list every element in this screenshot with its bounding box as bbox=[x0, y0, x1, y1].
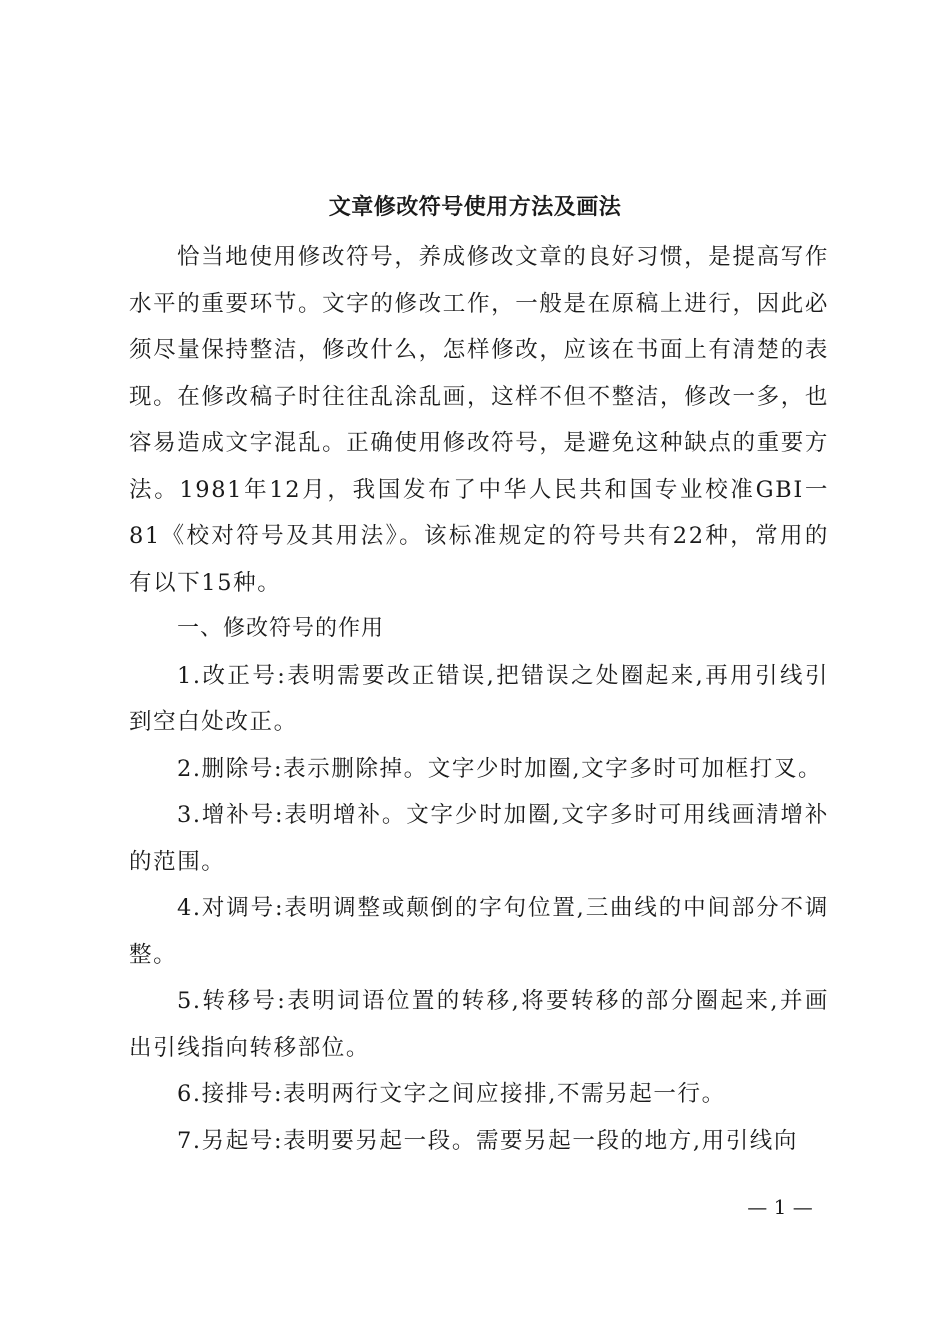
page-number: — 1 — bbox=[747, 1195, 813, 1219]
list-item: 6.接排号:表明两行文字之间应接排,不需另起一行。 bbox=[177, 1081, 726, 1107]
document-title: 文章修改符号使用方法及画法 bbox=[328, 194, 622, 220]
list-item: 1.改正号:表明需要改正错误,把错误之处圈起来,再用引线引到空白处改正。 bbox=[129, 662, 829, 735]
list-item: 2.删除号:表示删除掉。文字少时加圈,文字多时可加框打叉。 bbox=[177, 755, 823, 782]
document-body bbox=[129, 234, 829, 1164]
list-item: 4.对调号:表明调整或颠倒的字句位置,三曲线的中间部分不调整。 bbox=[129, 895, 829, 968]
list-item: 7.另起号:表明要另起一段。需要另起一段的地方,用引线向 bbox=[177, 1127, 799, 1154]
intro-paragraph: 恰当地使用修改符号，养成修改文章的良好习惯，是提高写作水平的重要环节。文字的修改工作，一般是在原稿上进行，因此必须尽量保持整洁，修改什么，怎样修改，应该在书面上有清楚的表现。在修改稿子时往往乱涂乱画，这样不但不整洁，修改一多，也容易造成文字混乱。正确使用修改符号，是避免这种缺点的重要方法。1981年12月，我国发布了中华人民共和国专业校准GBI一81《校对符号及其用法》。该标准规定的符号共有22种，常用的有以下15种。 bbox=[129, 244, 829, 596]
list-item: 3.增补号:表明增补。文字少时加圈,文字多时可用线画清增补的范围。 bbox=[129, 802, 829, 875]
section-heading: 一、修改符号的作用 bbox=[177, 616, 385, 641]
list-item: 5.转移号:表明词语位置的转移,将要转移的部分圈起来,并画出引线指向转移部位。 bbox=[129, 988, 829, 1061]
